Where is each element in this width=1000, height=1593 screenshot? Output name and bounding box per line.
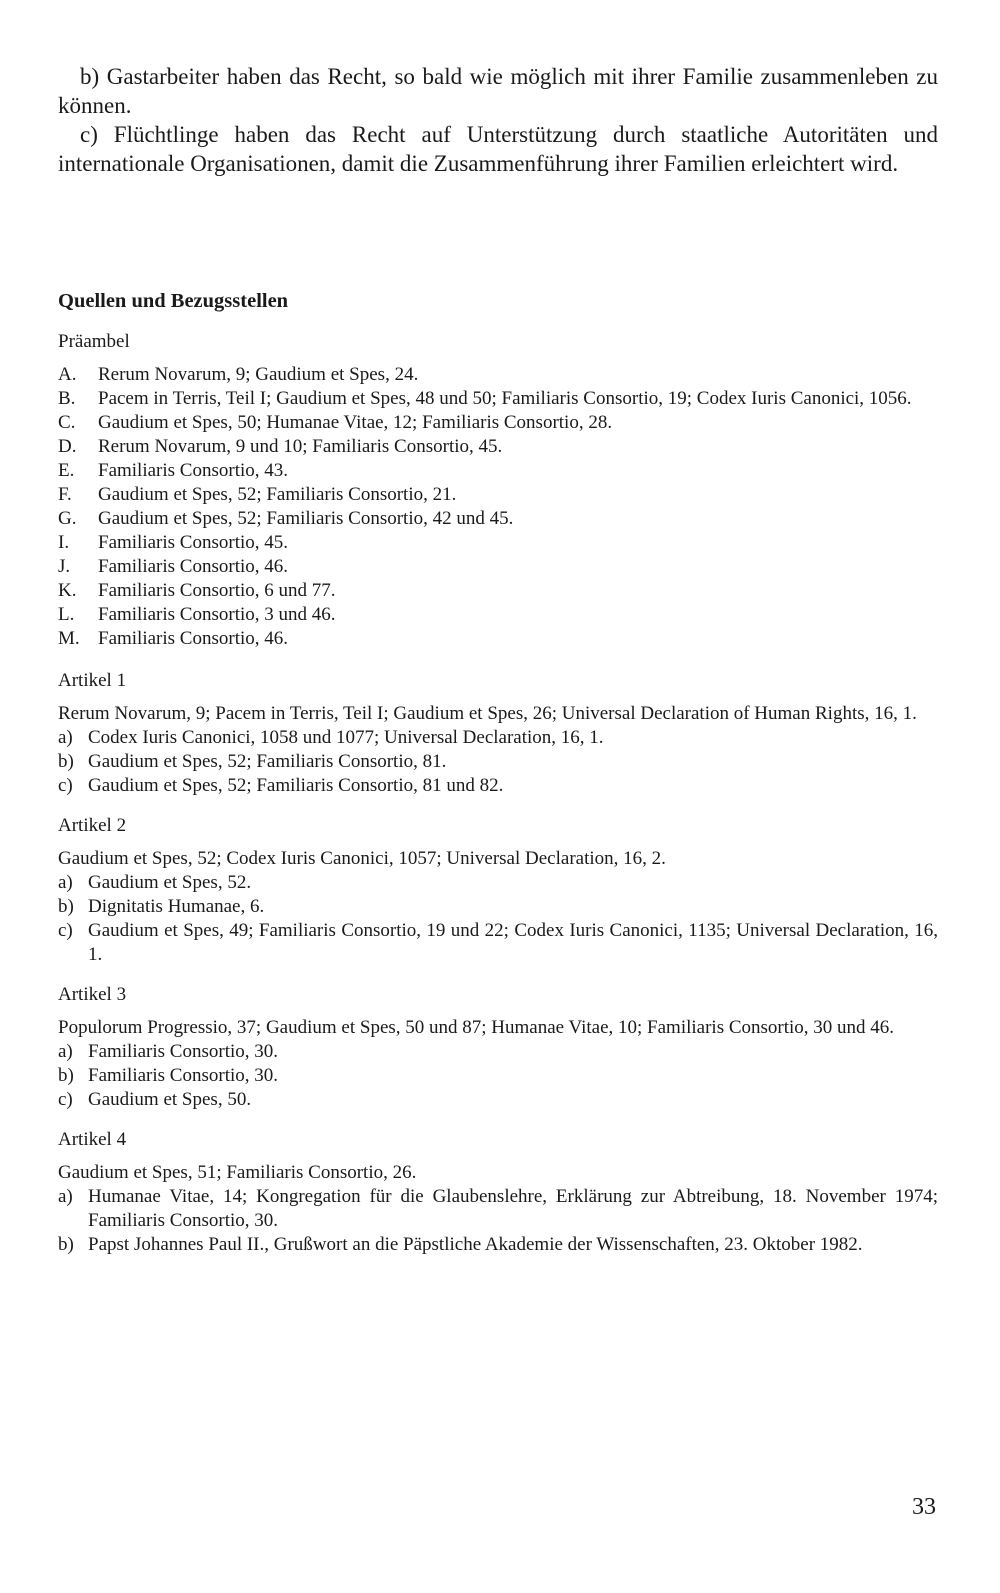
list-item-text: Rerum Novarum, 9 und 10; Familiaris Consortio, 45.	[98, 436, 503, 457]
list-item-text: Gaudium et Spes, 52; Familiaris Consortio, 42 und 45.	[98, 508, 514, 529]
list-item-text: Gaudium et Spes, 50; Humanae Vitae, 12; Familiaris Consortio, 28.	[98, 412, 613, 433]
list-item-label: c)	[58, 775, 73, 796]
list-item	[58, 579, 938, 603]
list-item-label: K.	[58, 580, 77, 601]
list-item-text: Familiaris Consortio, 46.	[98, 556, 288, 577]
list-item-label: c)	[58, 920, 73, 941]
article-title: Artikel 1	[58, 670, 127, 691]
list-item	[58, 387, 938, 411]
preamble-list	[58, 363, 938, 651]
list-item-text: Familiaris Consortio, 46.	[98, 628, 288, 649]
list-item	[58, 459, 938, 483]
list-item	[58, 1233, 938, 1257]
list-item	[58, 726, 938, 750]
list-item-label: a)	[58, 1186, 73, 1207]
intro	[58, 62, 938, 178]
list-item	[58, 627, 938, 651]
list-item-label: C.	[58, 412, 76, 433]
article-references	[58, 847, 938, 967]
list-item-label: I.	[58, 532, 70, 553]
article-section	[58, 814, 938, 967]
list-item	[58, 774, 938, 798]
list-item	[58, 895, 938, 919]
list-item	[58, 750, 938, 774]
list-item	[58, 919, 938, 967]
list-item-text: Familiaris Consortio, 6 und 77.	[98, 580, 336, 601]
list-item-label: b)	[58, 1065, 74, 1086]
article-references	[58, 1161, 938, 1257]
preamble-section	[58, 330, 938, 651]
page	[58, 62, 938, 1257]
list-item-text: Humanae Vitae, 14; Kongregation für die Glaubenslehre, Erklärung zur Abtreibung, 18. November 1974; Familiaris Consortio, 30.	[88, 1186, 938, 1231]
list-item-text: Familiaris Consortio, 30.	[88, 1065, 278, 1086]
list-item-text: Gaudium et Spes, 50.	[88, 1089, 252, 1110]
article-title: Artikel 3	[58, 984, 127, 1005]
preamble-title: Präambel	[58, 331, 130, 352]
list-item	[58, 1064, 938, 1088]
list-item	[58, 363, 938, 387]
list-item	[58, 507, 938, 531]
intro-paragraph-b: b) Gastarbeiter haben das Recht, so bald wie möglich mit ihrer Familie zusammenleben zu können.	[58, 64, 938, 118]
list-item	[58, 603, 938, 627]
list-item	[58, 1040, 938, 1064]
list-item-label: B.	[58, 388, 76, 409]
article-body: Gaudium et Spes, 52; Codex Iuris Canonici, 1057; Universal Declaration, 16, 2.	[58, 848, 666, 869]
list-item-text: Codex Iuris Canonici, 1058 und 1077; Universal Declaration, 16, 1.	[88, 727, 604, 748]
list-item-label: c)	[58, 1089, 73, 1110]
page-number: 33	[912, 1494, 936, 1520]
list-item-label: L.	[58, 604, 75, 625]
list-item-label: a)	[58, 872, 73, 893]
list-item-text: Gaudium et Spes, 52; Familiaris Consortio, 81.	[88, 751, 447, 772]
article-title: Artikel 2	[58, 815, 127, 836]
article-title: Artikel 4	[58, 1129, 127, 1150]
list-item-text: Gaudium et Spes, 52; Familiaris Consortio, 21.	[98, 484, 457, 505]
list-item-text: Gaudium et Spes, 52; Familiaris Consortio, 81 und 82.	[88, 775, 504, 796]
list-item-label: J.	[58, 556, 71, 577]
list-item-text: Familiaris Consortio, 43.	[98, 460, 288, 481]
list-item-text: Familiaris Consortio, 30.	[88, 1041, 278, 1062]
list-item-label: F.	[58, 484, 72, 505]
list-item-label: b)	[58, 896, 74, 917]
list-item	[58, 531, 938, 555]
article-references	[58, 702, 938, 798]
article-section	[58, 983, 938, 1112]
list-item-text: Dignitatis Humanae, 6.	[88, 896, 265, 917]
list-item-text: Familiaris Consortio, 45.	[98, 532, 288, 553]
list-item-text: Familiaris Consortio, 3 und 46.	[98, 604, 336, 625]
list-item-label: E.	[58, 460, 75, 481]
list-item-text: Gaudium et Spes, 49; Familiaris Consortio, 19 und 22; Codex Iuris Canonici, 1135; Universal Declaration, 16, 1.	[88, 920, 938, 965]
article-references	[58, 1016, 938, 1112]
list-item-text: Papst Johannes Paul II., Grußwort an die Päpstliche Akademie der Wissenschaften, 23. Oktober 1982.	[88, 1234, 863, 1255]
list-item-label: a)	[58, 727, 73, 748]
list-item-label: b)	[58, 751, 74, 772]
list-item-text: Pacem in Terris, Teil I; Gaudium et Spes, 48 und 50; Familiaris Consortio, 19; Codex Iuris Canonici, 1056.	[98, 388, 912, 409]
list-item	[58, 1185, 938, 1233]
article-section	[58, 1128, 938, 1257]
list-item-text: Gaudium et Spes, 52.	[88, 872, 252, 893]
article-body: Rerum Novarum, 9; Pacem in Terris, Teil I; Gaudium et Spes, 26; Universal Declaration of Human Rights, 16, 1.	[58, 703, 917, 724]
list-item	[58, 871, 938, 895]
list-item	[58, 435, 938, 459]
sources-heading: Quellen und Bezugsstellen	[58, 290, 289, 312]
articles	[58, 669, 938, 1257]
list-item-label: G.	[58, 508, 77, 529]
article-body: Populorum Progressio, 37; Gaudium et Spes, 50 und 87; Humanae Vitae, 10; Familiaris Consortio, 30 und 46.	[58, 1017, 895, 1038]
article-section	[58, 669, 938, 798]
list-item-text: Rerum Novarum, 9; Gaudium et Spes, 24.	[98, 364, 419, 385]
list-item-label: a)	[58, 1041, 73, 1062]
list-item	[58, 411, 938, 435]
list-item	[58, 483, 938, 507]
intro-paragraph-c: c) Flüchtlinge haben das Recht auf Unterstützung durch staatliche Autoritäten und internationale Organisationen, damit die Zusammenführung ihrer Familien erleichtert wird.	[58, 122, 938, 176]
list-item-label: M.	[58, 628, 80, 649]
list-item	[58, 555, 938, 579]
article-body: Gaudium et Spes, 51; Familiaris Consortio, 26.	[58, 1162, 417, 1183]
list-item	[58, 1088, 938, 1112]
list-item-label: D.	[58, 436, 77, 457]
list-item-label: b)	[58, 1234, 74, 1255]
list-item-label: A.	[58, 364, 77, 385]
